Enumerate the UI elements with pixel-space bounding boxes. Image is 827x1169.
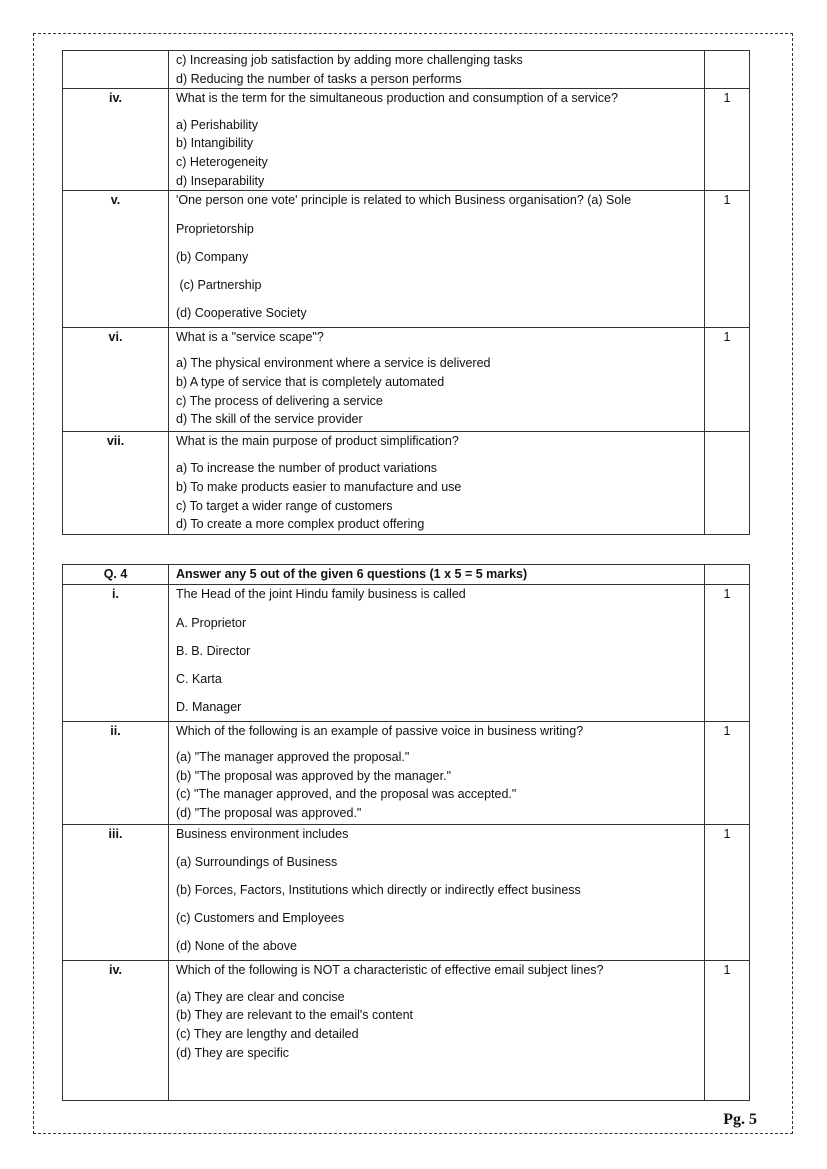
table-row <box>63 191 750 328</box>
marks-cell: 1 <box>705 191 750 328</box>
question-number: iii. <box>63 824 169 961</box>
option-a: (a) Surroundings of Business <box>176 855 338 870</box>
question-text: Business environment includes <box>176 826 349 841</box>
option-b: (b) "The proposal was approved by the manager." <box>176 768 451 783</box>
question-cell <box>169 721 705 824</box>
page-number: Pg. 5 <box>723 1111 757 1128</box>
table-row <box>63 327 750 431</box>
question-text: Which of the following is an example of passive voice in business writing? <box>176 723 584 738</box>
option-d: (d) They are specific <box>176 1045 290 1060</box>
section-instruction: Answer any 5 out of the given 6 questions (1 x 5 = 5 marks) <box>169 565 705 585</box>
question-cell <box>169 431 705 534</box>
marks-cell: 1 <box>705 327 750 431</box>
section-header-row <box>63 565 750 585</box>
option-c: c) To target a wider range of customers <box>176 498 393 513</box>
option-d: d) Reducing the number of tasks a person performs <box>176 71 462 86</box>
option-c: (c) They are lengthy and detailed <box>176 1026 359 1041</box>
table-row <box>63 89 750 191</box>
question-text: 'One person one vote' principle is related to which Business organisation? (a) Sole <box>176 193 632 208</box>
table-row <box>63 721 750 824</box>
questions-table-q4 <box>62 564 750 1101</box>
option-b: b) A type of service that is completely automated <box>176 374 445 389</box>
question-text: Which of the following is NOT a characteristic of effective email subject lines? <box>176 963 604 978</box>
option-c: (c) Customers and Employees <box>176 911 345 926</box>
marks-cell: 1 <box>705 961 750 1101</box>
option-b: B. B. Director <box>176 643 251 658</box>
marks-cell <box>705 431 750 534</box>
option-b: (b) They are relevant to the email's content <box>176 1008 413 1023</box>
option-d: (d) "The proposal was approved." <box>176 805 362 820</box>
question-text: The Head of the joint Hindu family business is called <box>176 587 466 601</box>
option-c: c) Increasing job satisfaction by adding more challenging tasks <box>176 53 523 67</box>
question-cell <box>169 191 705 328</box>
question-number: i. <box>63 585 169 722</box>
question-cell <box>169 51 705 89</box>
question-number: iv. <box>63 961 169 1101</box>
section-number: Q. 4 <box>63 565 169 585</box>
option-a: a) The physical environment where a service is delivered <box>176 356 491 371</box>
option-c: c) The process of delivering a service <box>176 393 383 408</box>
option-c: c) Heterogeneity <box>176 154 268 169</box>
option-d: (d) None of the above <box>176 939 297 954</box>
option-d: (d) Cooperative Society <box>176 305 307 320</box>
option-b: (b) Forces, Factors, Institutions which directly or indirectly effect business <box>176 883 581 898</box>
option-c: (c) "The manager approved, and the proposal was accepted." <box>176 787 517 802</box>
option-a: (a) They are clear and concise <box>176 989 345 1004</box>
question-text: What is a "service scape"? <box>176 329 324 344</box>
table-row <box>63 961 750 1101</box>
question-number: vii. <box>63 431 169 534</box>
question-cell <box>169 961 705 1101</box>
marks-cell: 1 <box>705 721 750 824</box>
question-text: What is the term for the simultaneous production and consumption of a service? <box>176 91 618 106</box>
option-a: a) Perishability <box>176 117 258 132</box>
question-number <box>63 51 169 89</box>
marks-cell: 1 <box>705 89 750 191</box>
marks-cell: 1 <box>705 585 750 722</box>
option-a: (a) "The manager approved the proposal." <box>176 750 410 765</box>
table-row <box>63 585 750 722</box>
option-b: b) Intangibility <box>176 136 254 151</box>
option-d: d) To create a more complex product offering <box>176 517 425 532</box>
option-a: Proprietorship <box>176 221 254 236</box>
option-b: b) To make products easier to manufacture and use <box>176 479 462 494</box>
option-d: d) The skill of the service provider <box>176 412 363 427</box>
option-d: d) Inseparability <box>176 173 265 188</box>
question-cell <box>169 327 705 431</box>
option-a: A. Proprietor <box>176 615 247 630</box>
question-text: What is the main purpose of product simplification? <box>176 433 459 448</box>
table-row <box>63 51 750 89</box>
option-d: D. Manager <box>176 699 242 714</box>
marks-cell <box>705 565 750 585</box>
table-row <box>63 431 750 534</box>
marks-cell <box>705 51 750 89</box>
question-number: ii. <box>63 721 169 824</box>
option-a: a) To increase the number of product variations <box>176 461 438 476</box>
question-cell <box>169 585 705 722</box>
option-c: (c) Partnership <box>176 277 262 292</box>
question-cell <box>169 89 705 191</box>
question-number: iv. <box>63 89 169 191</box>
option-c: C. Karta <box>176 671 222 686</box>
option-b: (b) Company <box>176 249 249 264</box>
question-number: v. <box>63 191 169 328</box>
marks-cell: 1 <box>705 824 750 961</box>
question-number: vi. <box>63 327 169 431</box>
table-row <box>63 824 750 961</box>
question-cell <box>169 824 705 961</box>
questions-table-continued <box>62 50 750 535</box>
